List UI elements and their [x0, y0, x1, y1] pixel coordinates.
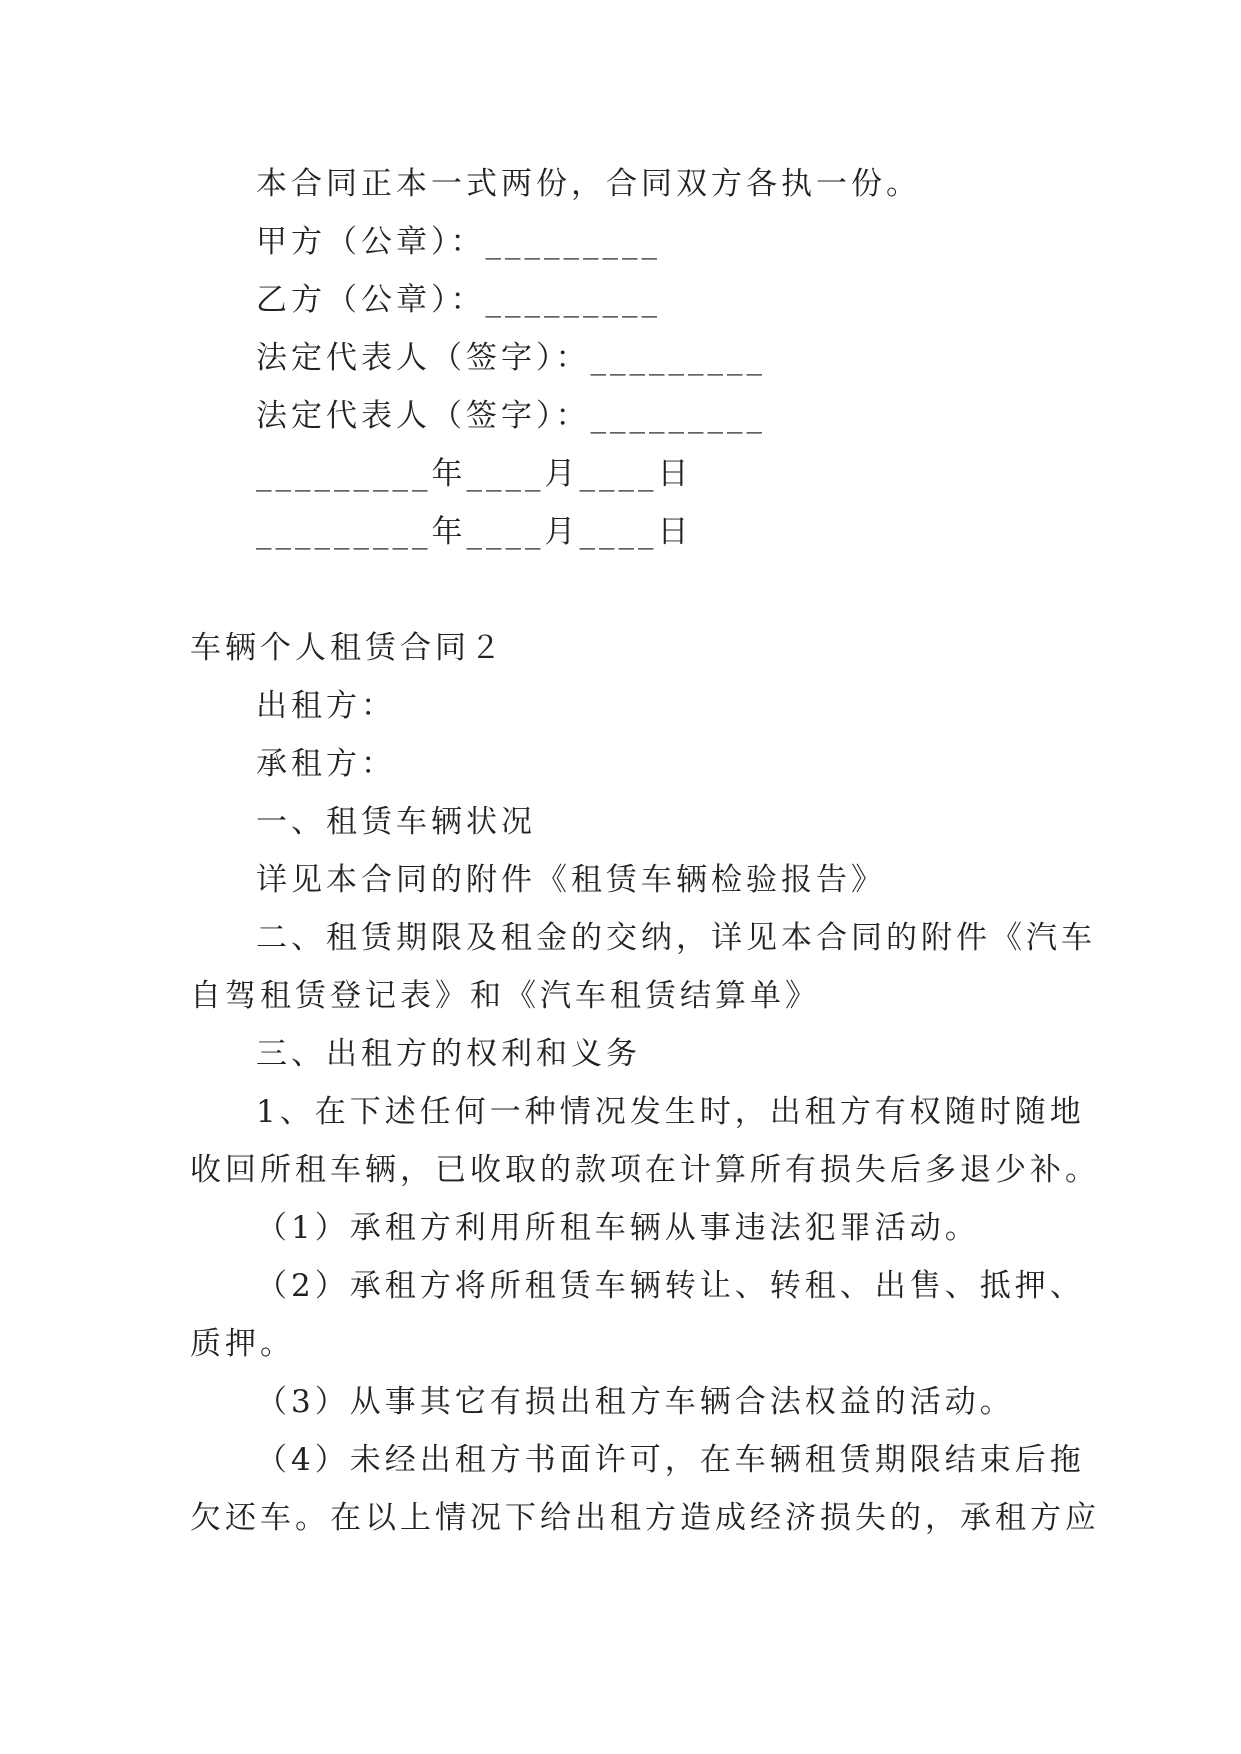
date-line-a: _________年____月____日 — [256, 456, 693, 492]
clause-3-item-1: 1、在下述任何一种情况发生时，出租方有权随时随地 — [256, 1094, 1085, 1130]
sub-item-4-continuation: 欠还车。在以上情况下给出租方造成经济损失的，承租方应 — [190, 1500, 1100, 1536]
copies-clause: 本合同正本一式两份，合同双方各执一份。 — [256, 166, 921, 202]
clause-heading-2: 二、租赁期限及租金的交纳，详见本合同的附件《汽车 — [256, 920, 1096, 956]
sub-item-1: （1）承租方利用所租车辆从事违法犯罪活动。 — [256, 1210, 980, 1246]
clause-heading-1: 一、租赁车辆状况 — [256, 804, 536, 840]
lessee-line: 承租方： — [256, 746, 396, 782]
party-a-seal-line: 甲方（公章）：_________ — [256, 224, 661, 260]
clause-1-body: 详见本合同的附件《租赁车辆检验报告》 — [256, 862, 886, 898]
contract-title: 车辆个人租赁合同２ — [190, 630, 505, 666]
clause-3-item-1-continuation: 收回所租车辆，已收取的款项在计算所有损失后多退少补。 — [190, 1152, 1100, 1188]
clause-2-continuation: 自驾租赁登记表》和《汽车租赁结算单》 — [190, 978, 820, 1014]
date-line-b: _________年____月____日 — [256, 514, 693, 550]
sub-item-2: （2）承租方将所租赁车辆转让、转租、出售、抵押、 — [256, 1268, 1085, 1304]
clause-heading-3: 三、出租方的权利和义务 — [256, 1036, 641, 1072]
sub-item-3: （3）从事其它有损出租方车辆合法权益的活动。 — [256, 1384, 1015, 1420]
sub-item-4: （4）未经出租方书面许可，在车辆租赁期限结束后拖 — [256, 1442, 1085, 1478]
sub-item-2-continuation: 质押。 — [190, 1326, 295, 1362]
lessor-line: 出租方： — [256, 688, 396, 724]
legal-rep-signature-line-a: 法定代表人（签字）：_________ — [256, 340, 766, 376]
party-b-seal-line: 乙方（公章）：_________ — [256, 282, 661, 318]
legal-rep-signature-line-b: 法定代表人（签字）：_________ — [256, 398, 766, 434]
